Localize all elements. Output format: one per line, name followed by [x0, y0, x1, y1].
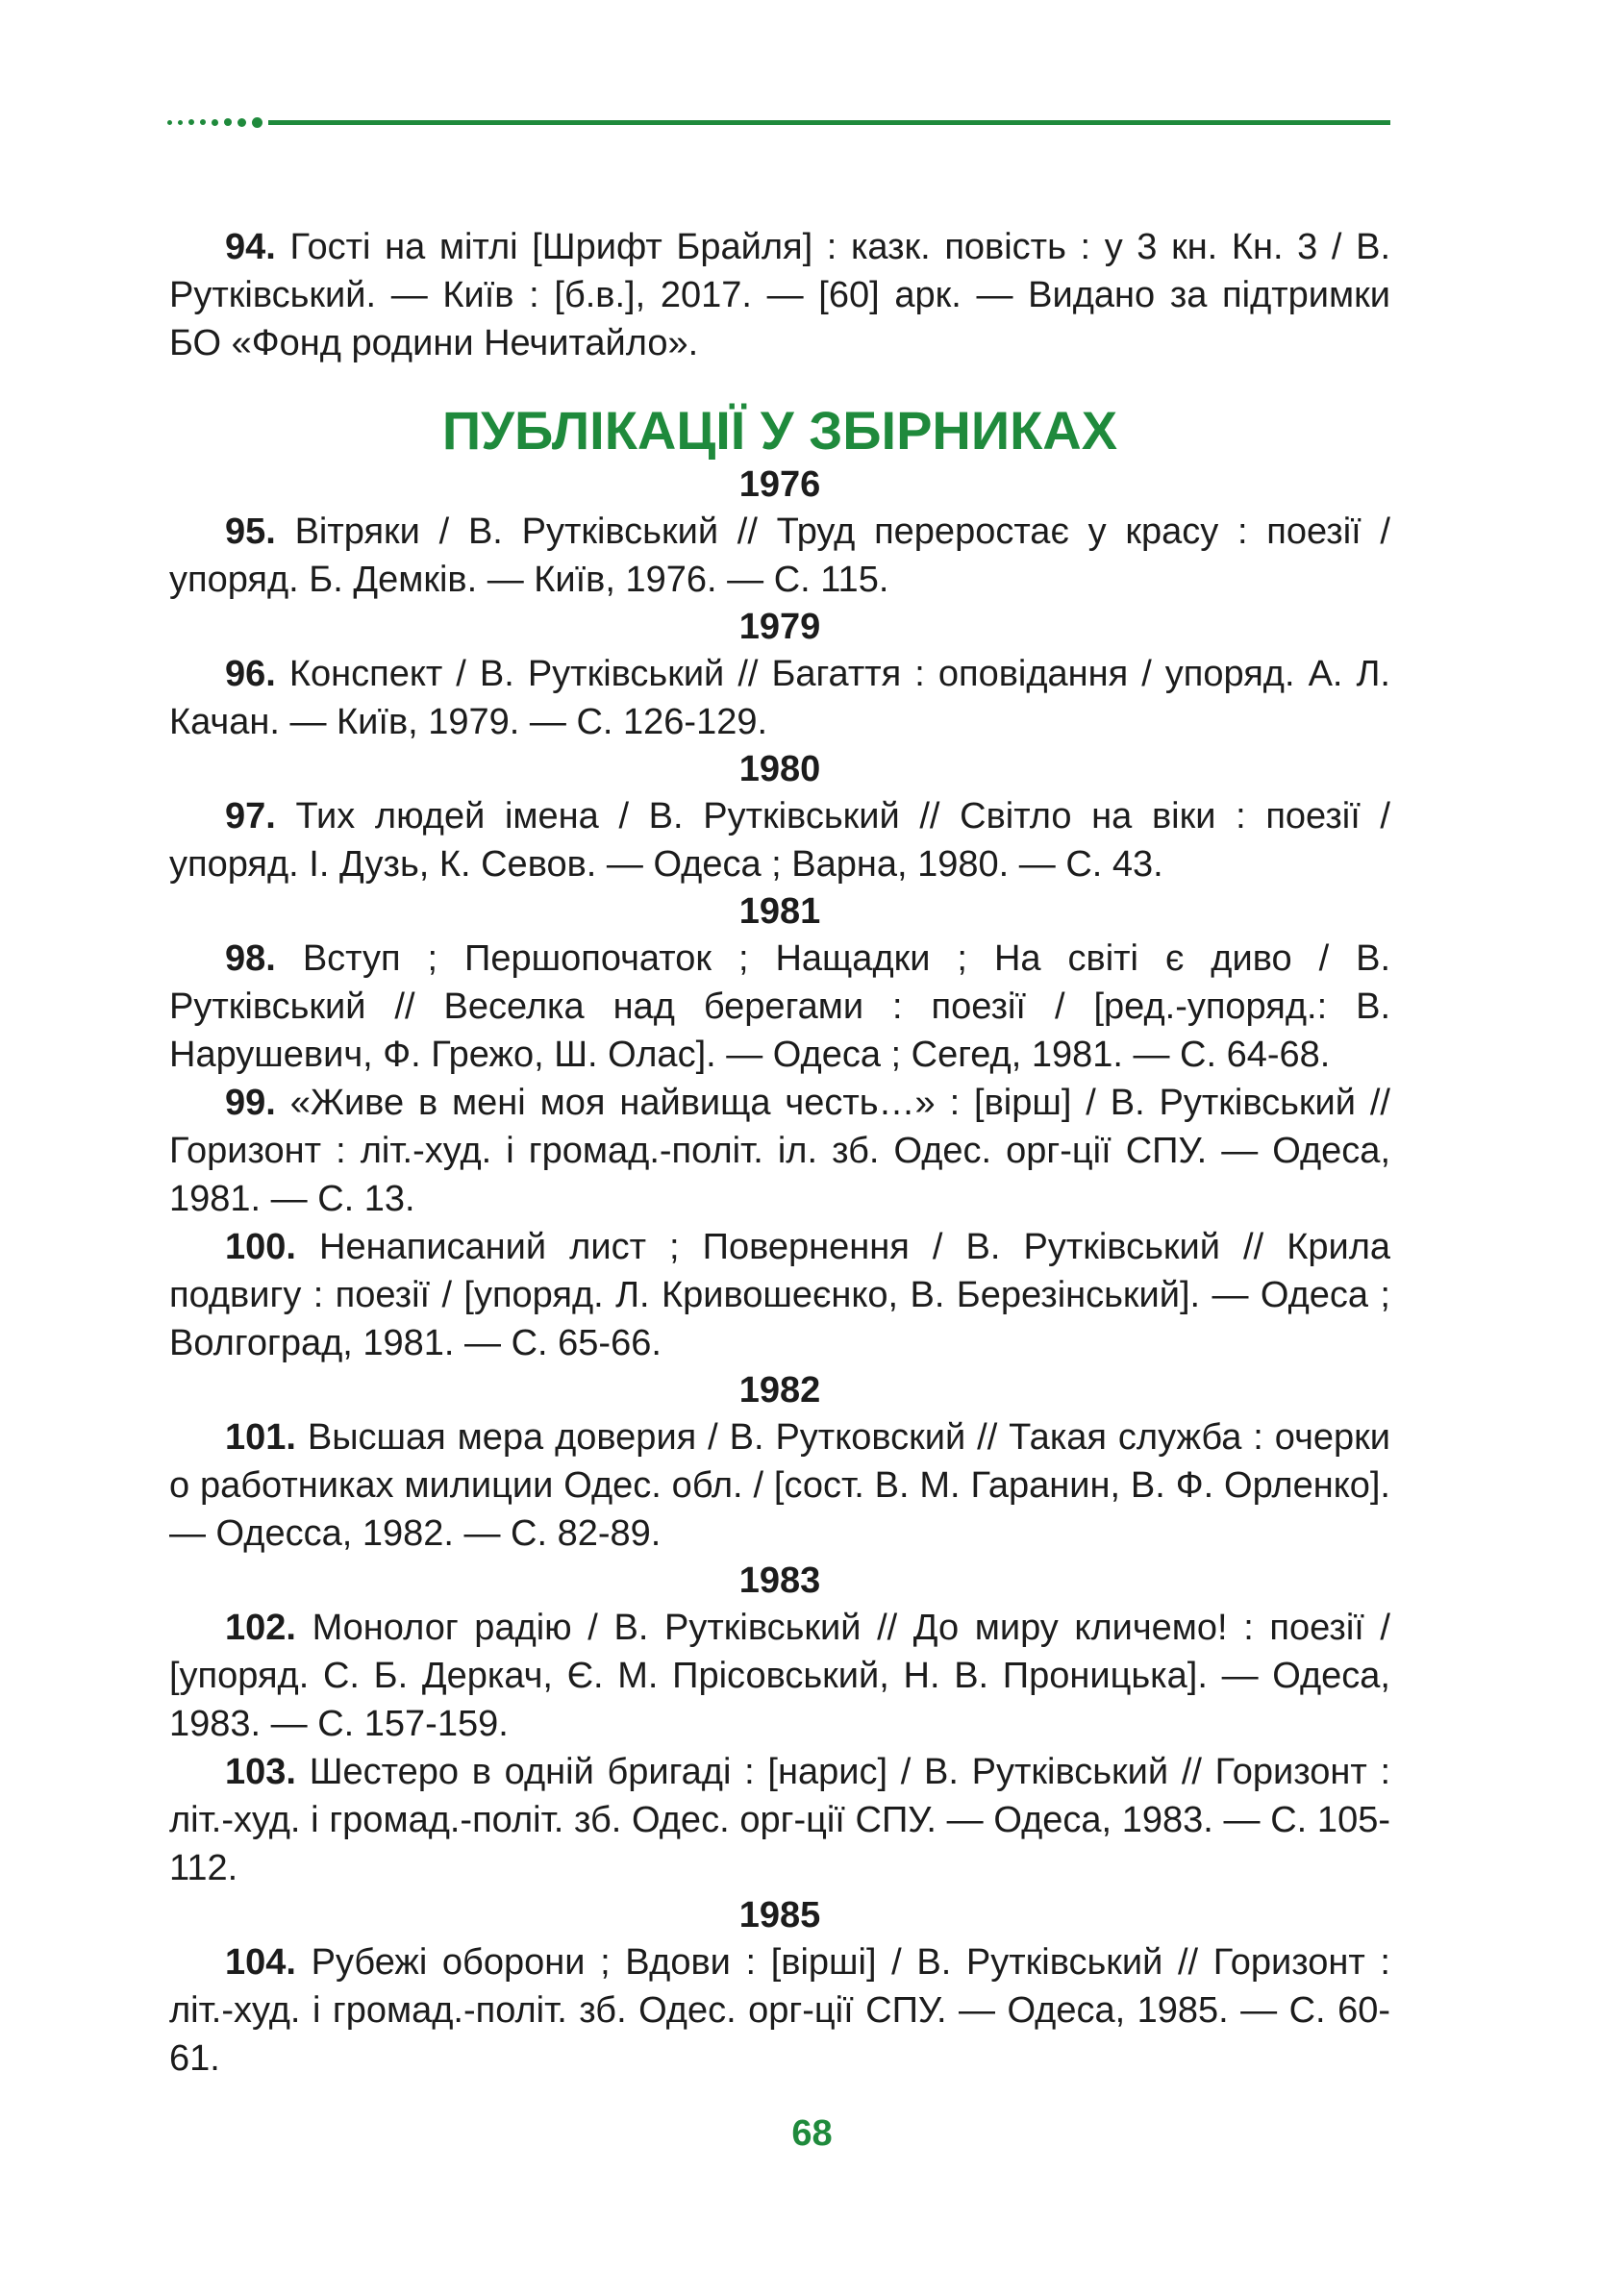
bibliography-entry	[169, 1938, 1390, 2083]
entry-text: Монолог радію / В. Рутківський // До миру кличемо! : поезії / [упоряд. С. Б. Деркач, Є. М. Прісовський, Н. В. Проницька]. — Одеса, 1983. — С. 157-159.	[169, 1608, 1390, 1744]
bibliography-entry	[169, 650, 1390, 746]
year-heading: 1980	[738, 749, 821, 789]
header-dot	[212, 119, 218, 126]
year-heading: 1985	[738, 1895, 821, 1935]
header-decorative-rule	[167, 115, 1390, 129]
entry-text: Вітряки / В. Рутківський // Труд переростає у красу : поезії / упоряд. Б. Демків. — Київ, 1976. — С. 115.	[169, 512, 1390, 600]
section-title: ПУБЛІКАЦІЇ У ЗБІРНИКАХ	[441, 400, 1118, 461]
bibliography-entry	[169, 1223, 1390, 1367]
header-dot	[167, 120, 172, 125]
entry-text: Высшая мера доверия / В. Рутковский // Такая служба : очерки о работниках милиции Одес. обл. / [сост. В. М. Гаранин, В. Ф. Орленко]. — Одесса, 1982. — С. 82-89.	[169, 1417, 1390, 1554]
entry-number: 103.	[225, 1752, 296, 1792]
bibliography-entry	[169, 1604, 1390, 1748]
entry-number: 101.	[225, 1417, 296, 1458]
entry-text: Шестеро в одній бригаді : [нарис] / В. Рутківський // Горизонт : літ.-худ. і громад.-політ. зб. Одес. орг-ції СПУ. — Одеса, 1983. — С. 105-112.	[169, 1752, 1390, 1888]
bibliography-entry	[169, 223, 1390, 367]
entry-number: 104.	[225, 1942, 296, 1983]
entry-text: «Живе в мені моя найвища честь…» : [вірш] / В. Рутківський // Горизонт : літ.-худ. і громад.-політ. іл. зб. Одес. орг-ції СПУ. — Одеса, 1981. — С. 13.	[169, 1083, 1390, 1219]
year-heading: 1983	[738, 1560, 821, 1601]
bibliography-entry	[169, 792, 1390, 888]
year-heading: 1982	[738, 1370, 821, 1411]
entry-text: Гості на мітлі [Шрифт Брайля] : казк. повість : у 3 кн. Кн. 3 / В. Рутківський. — Київ : [б.в.], 2017. — [60] арк. — Видано за підтримки БО «Фонд родини Нечитайло».	[169, 227, 1390, 363]
year-heading: 1981	[738, 891, 821, 932]
page-content	[169, 223, 1390, 2083]
header-dot	[178, 120, 183, 125]
entry-text: Конспект / В. Рутківський // Багаття : оповідання / упоряд. А. Л. Качан. — Київ, 1979. — С. 126-129.	[169, 654, 1390, 742]
header-dot	[200, 119, 206, 125]
publication-groups	[169, 462, 1390, 2083]
entry-text: Ненаписаний лист ; Повернення / В. Рутківський // Крила подвигу : поезії / [упоряд. Л. Кривошеєнко, В. Березінський]. — Одеса ; Волгоград, 1981. — С. 65-66.	[169, 1227, 1390, 1363]
entry-number: 100.	[225, 1227, 296, 1267]
bibliography-entry	[169, 1748, 1390, 1892]
entry-number: 97.	[225, 796, 276, 836]
year-heading: 1979	[738, 607, 821, 647]
bibliography-entry	[169, 1079, 1390, 1223]
entry-text: Вступ ; Першопочаток ; Нащадки ; На світі є диво / В. Рутківський // Веселка над берегами : поезії / [ред.-упоряд.: В. Нарушевич, Ф. Грежо, Ш. Олас]. — Одеса ; Сегед, 1981. — С. 64-68.	[169, 938, 1391, 1075]
page-number: 68	[791, 2113, 833, 2154]
bibliography-entry	[169, 935, 1390, 1079]
bibliography-entry	[169, 508, 1390, 604]
header-dot	[224, 118, 232, 126]
entry-number: 99.	[225, 1083, 276, 1123]
header-dot	[237, 118, 246, 127]
entry-number: 95.	[225, 512, 276, 552]
entry-text: Тих людей імена / В. Рутківський // Світло на віки : поезії / упоряд. І. Дузь, К. Севов. — Одеса ; Варна, 1980. — С. 43.	[169, 796, 1390, 885]
header-dot	[252, 117, 262, 128]
entry-number: 96.	[225, 654, 276, 694]
entry-number: 94.	[225, 227, 276, 267]
bibliography-entry	[169, 1413, 1390, 1558]
entry-number: 98.	[225, 938, 276, 979]
entry-number: 102.	[225, 1608, 296, 1648]
entry-text: Рубежі оборони ; Вдови : [вірші] / В. Рутківський // Горизонт : літ.-худ. і громад.-політ. зб. Одес. орг-ції СПУ. — Одеса, 1985. — С. 60-61.	[169, 1942, 1390, 2079]
header-dots	[167, 117, 262, 128]
header-line	[268, 120, 1390, 125]
year-heading: 1976	[738, 464, 821, 505]
header-dot	[188, 119, 194, 125]
